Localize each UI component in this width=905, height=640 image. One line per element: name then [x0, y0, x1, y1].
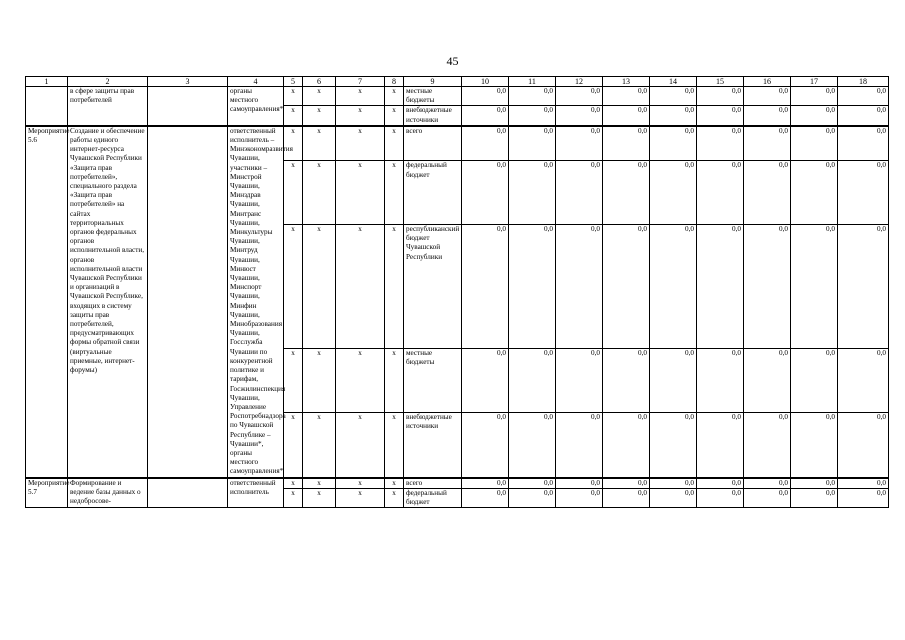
code-cell: x [385, 161, 404, 225]
value-cell: 0,0 [509, 412, 556, 477]
value-cell: 0,0 [603, 478, 650, 489]
code-cell: x [385, 87, 404, 106]
code-cell: x [284, 349, 303, 413]
code-cell: x [284, 478, 303, 489]
code-cell: x [284, 488, 303, 507]
table-row [26, 478, 889, 489]
page-number: 45 [446, 54, 459, 68]
code-cell: x [284, 412, 303, 477]
value-cell: 0,0 [650, 106, 697, 126]
column-header-6: 6 [303, 77, 336, 87]
event-name-cell: в сфере защиты прав потребителей [68, 87, 148, 126]
column-header-18: 18 [838, 77, 889, 87]
value-cell: 0,0 [744, 106, 791, 126]
code-cell: x [284, 87, 303, 106]
value-cell: 0,0 [509, 478, 556, 489]
code-cell: x [336, 225, 385, 349]
code-cell: x [284, 225, 303, 349]
value-cell: 0,0 [791, 349, 838, 413]
value-cell: 0,0 [462, 349, 509, 413]
responsible-cell: ответственный исполнитель [228, 478, 284, 508]
value-cell: 0,0 [791, 87, 838, 106]
funding-source-cell: местные бюджеты [404, 349, 462, 413]
code-cell: x [385, 478, 404, 489]
code-cell: x [303, 126, 336, 161]
value-cell: 0,0 [697, 106, 744, 126]
column3-cell [148, 126, 228, 478]
value-cell: 0,0 [650, 87, 697, 106]
value-cell: 0,0 [462, 488, 509, 507]
value-cell: 0,0 [556, 126, 603, 161]
funding-source-cell: федеральный бюджет [404, 161, 462, 225]
column-header-13: 13 [603, 77, 650, 87]
column-header-16: 16 [744, 77, 791, 87]
column-header-2: 2 [68, 77, 148, 87]
value-cell: 0,0 [697, 225, 744, 349]
code-cell: x [385, 225, 404, 349]
value-cell: 0,0 [603, 161, 650, 225]
value-cell: 0,0 [838, 488, 889, 507]
value-cell: 0,0 [744, 225, 791, 349]
column-header-17: 17 [791, 77, 838, 87]
event-name-cell: Создание и обеспечение работы единого интернет-ресурса Чувашской Республики «Защита прав потребителей», специального раздела «Защита прав потребителей» на сайтах территориальных органов федеральных органов исполнительной власти, органов исполнительной власти Чувашской Республики и организаций в Чувашской Республике, входящих в систему защиты прав потребителей, предусматривающих формы обратной связи (виртуальные приемные, интернет-форумы) [68, 126, 148, 478]
event-name-cell: Формирование и ведение базы данных о недобросове- [68, 478, 148, 508]
value-cell: 0,0 [650, 349, 697, 413]
value-cell: 0,0 [509, 126, 556, 161]
value-cell: 0,0 [462, 126, 509, 161]
event-number-cell: Мероприятие 5.7 [26, 478, 68, 508]
value-cell: 0,0 [509, 106, 556, 126]
code-cell: x [385, 488, 404, 507]
value-cell: 0,0 [509, 87, 556, 106]
responsible-cell: ответственный исполнитель – Минэкономразвития Чувашии, участники – Минстрой Чувашии, Минздрав Чувашии, Минтранс Чувашии, Минкультуры Чувашии, Минтруд Чувашии, Минюст Чувашии, Минспорт Чувашии, Минфин Чувашии, Минобразования Чувашии, Госслужба Чувашии по конкурентной политике и тарифам, Госжилинспекция Чувашии, Управление Роспотребнадзора по Чувашской Республике – Чувашии*, органы местного самоуправления* [228, 126, 284, 478]
value-cell: 0,0 [650, 225, 697, 349]
column-header-5: 5 [284, 77, 303, 87]
code-cell: x [336, 478, 385, 489]
value-cell: 0,0 [556, 161, 603, 225]
code-cell: x [336, 106, 385, 126]
budget-table [25, 76, 889, 508]
value-cell: 0,0 [556, 412, 603, 477]
value-cell: 0,0 [744, 412, 791, 477]
funding-source-cell: федеральный бюджет [404, 488, 462, 507]
column3-cell [148, 478, 228, 508]
column-header-10: 10 [462, 77, 509, 87]
code-cell: x [303, 478, 336, 489]
value-cell: 0,0 [603, 225, 650, 349]
code-cell: x [303, 225, 336, 349]
value-cell: 0,0 [697, 161, 744, 225]
table-row [26, 87, 889, 106]
value-cell: 0,0 [697, 87, 744, 106]
column-header-7: 7 [336, 77, 385, 87]
value-cell: 0,0 [556, 87, 603, 106]
value-cell: 0,0 [462, 87, 509, 106]
code-cell: x [385, 412, 404, 477]
code-cell: x [303, 349, 336, 413]
value-cell: 0,0 [556, 478, 603, 489]
value-cell: 0,0 [744, 161, 791, 225]
value-cell: 0,0 [556, 488, 603, 507]
value-cell: 0,0 [791, 161, 838, 225]
column-header-14: 14 [650, 77, 697, 87]
column-header-11: 11 [509, 77, 556, 87]
code-cell: x [284, 106, 303, 126]
responsible-cell: органы местного самоуправления* [228, 87, 284, 126]
value-cell: 0,0 [697, 478, 744, 489]
value-cell: 0,0 [838, 106, 889, 126]
value-cell: 0,0 [462, 225, 509, 349]
value-cell: 0,0 [791, 488, 838, 507]
value-cell: 0,0 [509, 488, 556, 507]
code-cell: x [336, 488, 385, 507]
value-cell: 0,0 [744, 478, 791, 489]
value-cell: 0,0 [603, 412, 650, 477]
funding-source-cell: всего [404, 126, 462, 161]
value-cell: 0,0 [556, 349, 603, 413]
column-header-12: 12 [556, 77, 603, 87]
value-cell: 0,0 [791, 106, 838, 126]
column-header-15: 15 [697, 77, 744, 87]
value-cell: 0,0 [791, 126, 838, 161]
value-cell: 0,0 [556, 106, 603, 126]
code-cell: x [336, 126, 385, 161]
value-cell: 0,0 [791, 225, 838, 349]
funding-source-cell: местные бюджеты [404, 87, 462, 106]
value-cell: 0,0 [791, 478, 838, 489]
code-cell: x [303, 106, 336, 126]
funding-source-cell: республиканский бюджет Чувашской Республики [404, 225, 462, 349]
value-cell: 0,0 [650, 412, 697, 477]
code-cell: x [284, 126, 303, 161]
value-cell: 0,0 [838, 161, 889, 225]
column-header-3: 3 [148, 77, 228, 87]
value-cell: 0,0 [462, 106, 509, 126]
value-cell: 0,0 [697, 412, 744, 477]
value-cell: 0,0 [650, 161, 697, 225]
value-cell: 0,0 [650, 488, 697, 507]
code-cell: x [385, 349, 404, 413]
header-row [26, 77, 889, 87]
code-cell: x [336, 349, 385, 413]
code-cell: x [303, 412, 336, 477]
column-header-8: 8 [385, 77, 404, 87]
event-number-cell: Мероприятие 5.6 [26, 126, 68, 478]
value-cell: 0,0 [838, 225, 889, 349]
value-cell: 0,0 [650, 478, 697, 489]
value-cell: 0,0 [838, 412, 889, 477]
code-cell: x [303, 161, 336, 225]
code-cell: x [336, 161, 385, 225]
value-cell: 0,0 [697, 349, 744, 413]
value-cell: 0,0 [603, 126, 650, 161]
value-cell: 0,0 [462, 161, 509, 225]
value-cell: 0,0 [697, 126, 744, 161]
value-cell: 0,0 [462, 478, 509, 489]
value-cell: 0,0 [744, 87, 791, 106]
value-cell: 0,0 [603, 106, 650, 126]
value-cell: 0,0 [697, 488, 744, 507]
code-cell: x [336, 412, 385, 477]
column-header-1: 1 [26, 77, 68, 87]
value-cell: 0,0 [838, 349, 889, 413]
value-cell: 0,0 [838, 87, 889, 106]
code-cell: x [303, 87, 336, 106]
value-cell: 0,0 [509, 161, 556, 225]
value-cell: 0,0 [744, 349, 791, 413]
value-cell: 0,0 [603, 488, 650, 507]
funding-source-cell: всего [404, 478, 462, 489]
code-cell: x [303, 488, 336, 507]
value-cell: 0,0 [509, 349, 556, 413]
value-cell: 0,0 [744, 488, 791, 507]
code-cell: x [385, 126, 404, 161]
value-cell: 0,0 [744, 126, 791, 161]
value-cell: 0,0 [509, 225, 556, 349]
code-cell: x [385, 106, 404, 126]
value-cell: 0,0 [462, 412, 509, 477]
value-cell: 0,0 [603, 349, 650, 413]
value-cell: 0,0 [650, 126, 697, 161]
code-cell: x [336, 87, 385, 106]
event-number-cell [26, 87, 68, 126]
code-cell: x [284, 161, 303, 225]
column3-cell [148, 87, 228, 126]
funding-source-cell: внебюджетные источники [404, 106, 462, 126]
column-header-9: 9 [404, 77, 462, 87]
table-row [26, 126, 889, 161]
column-header-4: 4 [228, 77, 284, 87]
value-cell: 0,0 [791, 412, 838, 477]
value-cell: 0,0 [838, 126, 889, 161]
funding-source-cell: внебюджетные источники [404, 412, 462, 477]
value-cell: 0,0 [556, 225, 603, 349]
value-cell: 0,0 [603, 87, 650, 106]
value-cell: 0,0 [838, 478, 889, 489]
